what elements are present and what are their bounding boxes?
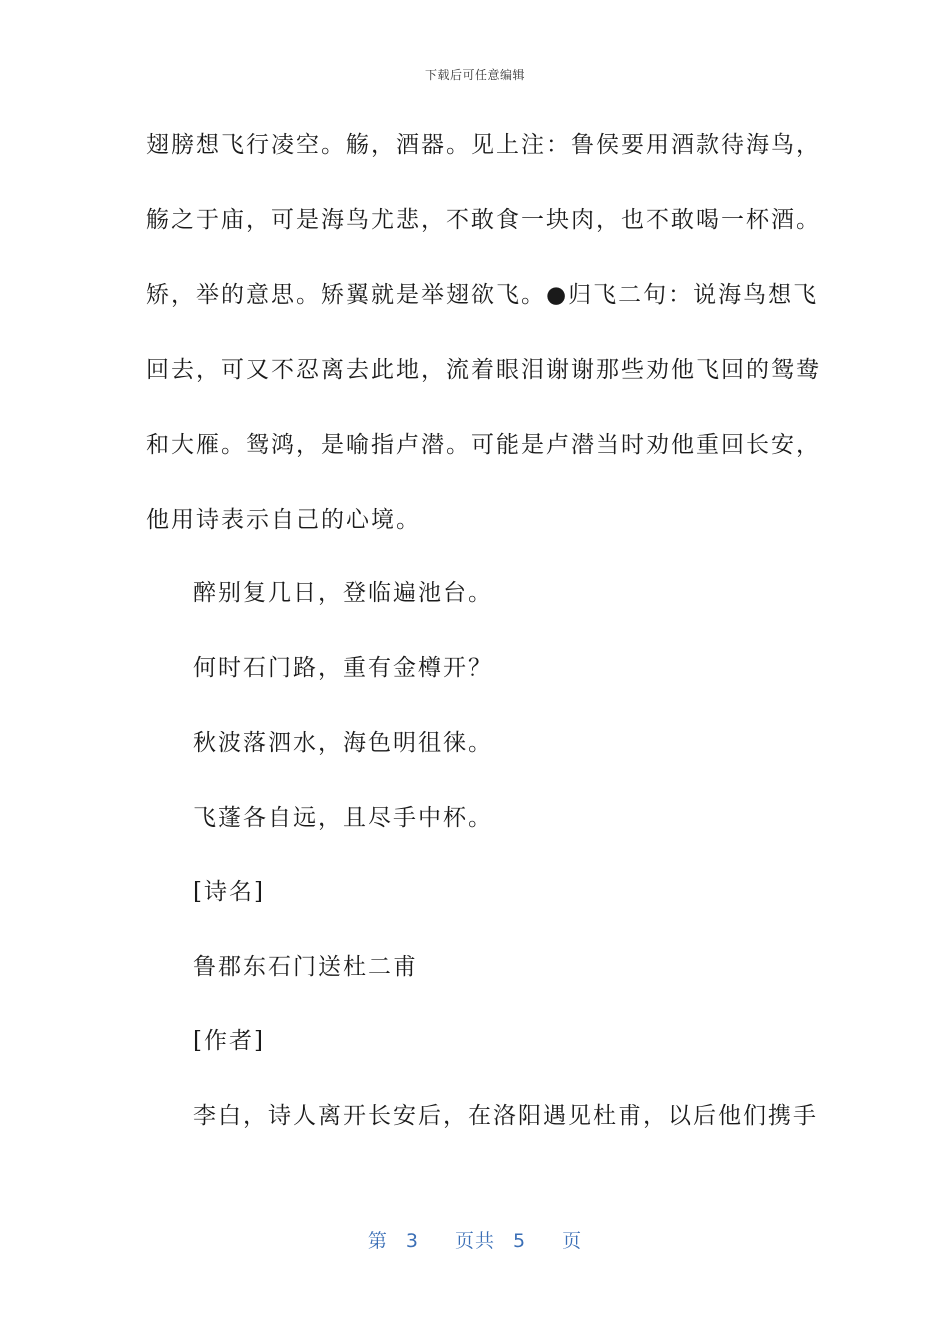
page-footer xyxy=(0,1226,950,1253)
page-header: 下载后可任意编辑 xyxy=(424,68,525,82)
page-suffix: 页 xyxy=(562,1230,583,1252)
page-prefix: 第 xyxy=(367,1230,388,1252)
author-label: [作者] xyxy=(193,1028,265,1054)
poem-line: 秋波落泗水，海色明徂徕。 xyxy=(193,730,493,756)
total-pages-number: 5 xyxy=(513,1230,527,1252)
poem-line: 飞蓬各自远，且尽手中杯。 xyxy=(193,805,493,831)
current-page-number: 3 xyxy=(405,1230,419,1252)
poem-line: 何时石门路，重有金樽开？ xyxy=(193,655,493,681)
paragraph-line: 觞之于庙，可是海鸟尤悲，不敢食一块肉，也不敢喝一杯酒。 xyxy=(146,207,821,233)
poem-line: 醉别复几日，登临遍池台。 xyxy=(193,580,493,606)
paragraph-line: 和大雁。鸳鸿，是喻指卢潜。可能是卢潜当时劝他重回长安， xyxy=(146,432,821,458)
poem-title-label: [诗名] xyxy=(193,879,265,905)
paragraph-line: 回去，可又不忍离去此地，流着眼泪谢谢那些劝他飞回的鸳鸯 xyxy=(146,357,821,383)
page-mid: 页共 xyxy=(454,1230,495,1252)
paragraph-line: 翅膀想飞行凌空。觞，酒器。见上注：鲁侯要用酒款待海鸟， xyxy=(146,132,821,158)
poem-title-value: 鲁郡东石门送杜二甫 xyxy=(193,954,418,980)
paragraph-line: 他用诗表示自己的心境。 xyxy=(146,507,421,533)
paragraph-line: 矫，举的意思。矫翼就是举翅欲飞。●归飞二句：说海鸟想飞 xyxy=(146,282,819,308)
author-value: 李白，诗人离开长安后，在洛阳遇见杜甫，以后他们携手 xyxy=(193,1103,818,1129)
